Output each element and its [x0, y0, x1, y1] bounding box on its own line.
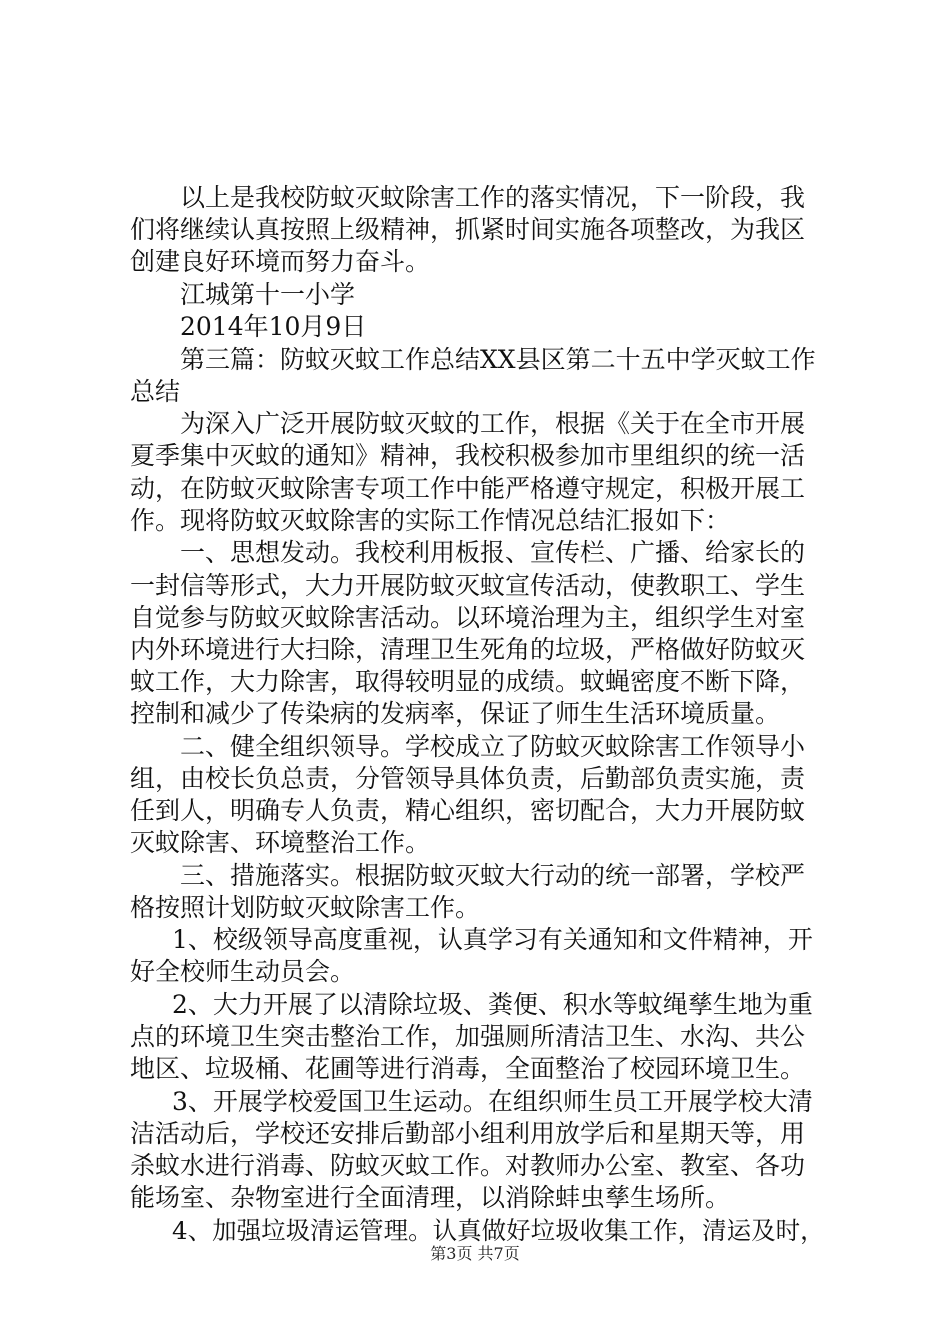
paragraph-line: 格按照计划防蚊灭蚊除害工作。	[130, 893, 481, 922]
paragraph-line: 蚊工作，大力除害，取得较明显的成绩。蚊蝇密度不断下降，	[130, 667, 806, 696]
paragraph-line: 4、加强垃圾清运管理。认真做好垃圾收集工作，清运及时，	[172, 1216, 825, 1245]
paragraph-line: 2、大力开展了以清除垃圾、粪便、积水等蚊绳孳生地为重	[172, 990, 813, 1019]
paragraph-line: 点的环境卫生突击整治工作，加强厕所清洁卫生、水沟、共公	[130, 1022, 806, 1051]
paragraph-line: 动，在防蚊灭蚊除害专项工作中能严格遵守规定，积极开展工	[130, 474, 806, 503]
paragraph-line: 任到人，明确专人负责，精心组织，密切配合，大力开展防蚊	[130, 796, 806, 825]
paragraph-line: 3、开展学校爱国卫生运动。在组织师生员工开展学校大清	[172, 1087, 813, 1116]
paragraph-line: 创建良好环境而努力奋斗。	[130, 247, 431, 276]
paragraph-line: 1、校级领导高度重视，认真学习有关通知和文件精神，开	[172, 925, 813, 954]
paragraph-line: 三、措施落实。根据防蚊灭蚊大行动的统一部署，学校严	[180, 861, 806, 890]
paragraph-line: 能场室、杂物室进行全面清理，以消除蚌虫孳生场所。	[130, 1183, 731, 1212]
paragraph-line: 组，由校长负总责，分管领导具体负责，后勤部负责实施，责	[130, 764, 806, 793]
paragraph-line: 好全校师生动员会。	[130, 957, 356, 986]
paragraph-line: 们将继续认真按照上级精神，抓紧时间实施各项整改，为我区	[130, 215, 806, 244]
paragraph-line: 地区、垃圾桶、花圃等进行消毒，全面整治了校园环境卫生。	[130, 1054, 806, 1083]
paragraph-line: 控制和减少了传染病的发病率，保证了师生生活环境质量。	[130, 699, 781, 728]
paragraph-line: 杀蚊水进行消毒、防蚊灭蚊工作。对教师办公室、教室、各功	[130, 1151, 806, 1180]
paragraph-line: 为深入广泛开展防蚊灭蚊的工作，根据《关于在全市开展	[180, 409, 806, 438]
page-number-footer: 第3页 共7页	[430, 1244, 520, 1263]
paragraph-line: 夏季集中灭蚊的通知》精神，我校积极参加市里组织的统一活	[130, 441, 806, 470]
paragraph-line: 灭蚊除害、环境整治工作。	[130, 828, 431, 857]
signature-school: 江城第十一小学	[180, 280, 356, 309]
paragraph-line: 自觉参与防蚊灭蚊除害活动。以环境治理为主，组织学生对室	[130, 603, 806, 632]
section-title: 第三篇：防蚊灭蚊工作总结XX县区第二十五中学灭蚊工作	[180, 345, 816, 374]
paragraph-line: 以上是我校防蚊灭蚊除害工作的落实情况，下一阶段，我	[180, 183, 806, 212]
paragraph-line: 一封信等形式，大力开展防蚊灭蚊宣传活动，使教职工、学生	[130, 571, 806, 600]
signature-date: 2014年10月9日	[180, 312, 367, 341]
paragraph-line: 一、思想发动。我校利用板报、宣传栏、广播、给家长的	[180, 538, 806, 567]
paragraph-line: 洁活动后，学校还安排后勤部小组利用放学后和星期天等，用	[130, 1119, 806, 1148]
paragraph-line: 二、健全组织领导。学校成立了防蚊灭蚊除害工作领导小	[180, 732, 806, 761]
paragraph-line: 内外环境进行大扫除，清理卫生死角的垃圾，严格做好防蚊灭	[130, 635, 806, 664]
paragraph-line: 作。现将防蚊灭蚊除害的实际工作情况总结汇报如下：	[130, 506, 731, 535]
section-title: 总结	[130, 377, 181, 406]
